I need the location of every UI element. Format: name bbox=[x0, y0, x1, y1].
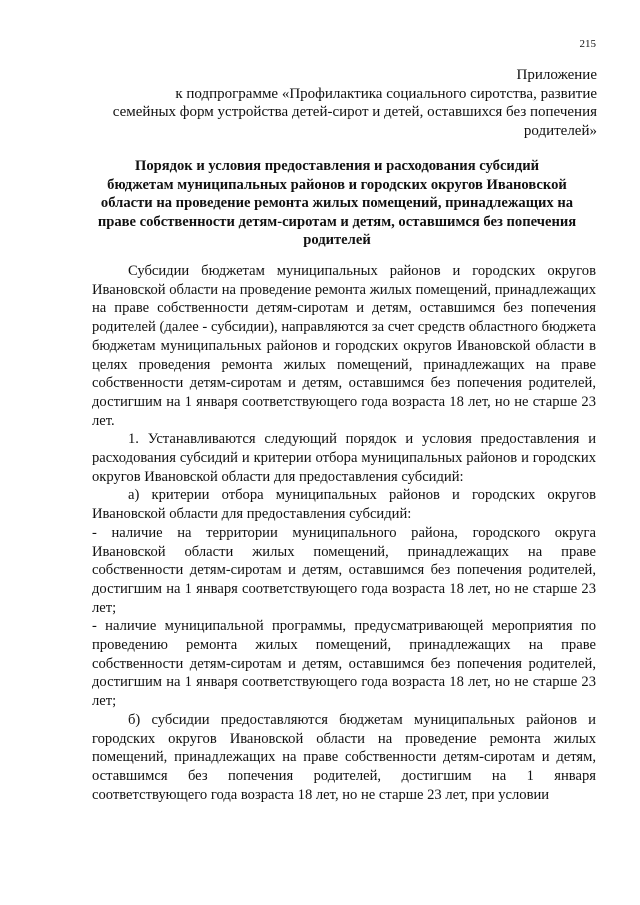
appendix-label: Приложение bbox=[516, 67, 597, 83]
item-a-paragraph: а) критерии отбора муниципальных районов и городских округов Ивановской области для предоставления субсидий: bbox=[92, 487, 596, 523]
appendix-line: к подпрограмме «Профилактика социального сиротства, развитие bbox=[175, 85, 597, 102]
criterion-dash-1: - наличие на территории муниципального района, городского округа Ивановской области жилых помещений, принадлежащих на праве собственности детям-сиротам и детям, оставшимся без попечения родителей, достигшим на 1 января соответствующего года возраста 18 лет, но не старше 23 лет; bbox=[92, 524, 596, 616]
document-title bbox=[80, 157, 594, 250]
page-number: 215 bbox=[579, 38, 596, 50]
title-line: праве собственности детям-сиротам и детям, оставшимся без попечения bbox=[97, 213, 577, 230]
title-line: области на проведение ремонта жилых помещений, принадлежащих на bbox=[100, 195, 574, 211]
item-1-paragraph: 1. Устанавливаются следующий порядок и условия предоставления и расходования субсидий и критерии отбора муниципальных районов и городских округов Ивановской области для предоставления субсидий: bbox=[92, 431, 596, 485]
title-line: бюджетам муниципальных районов и городских округов Ивановской bbox=[107, 176, 567, 193]
title-line: родителей bbox=[303, 232, 371, 248]
document-body bbox=[92, 262, 596, 804]
appendix-line: родителей» bbox=[523, 122, 597, 139]
item-b-paragraph: б) субсидии предоставляются бюджетам муниципальных районов и городских округов Ивановской области на проведение ремонта жилых помещений, принадлежащих на праве собственности детям-сиротам и детям, оставшимся без попечения родителей, достигшим на 1 января соответствующего года возраста 18 лет, но не старше 23 лет, при условии bbox=[92, 711, 596, 803]
appendix-line: семейных форм устройства детей-сирот и детей, оставшихся без попечения bbox=[112, 104, 597, 120]
appendix-header bbox=[60, 66, 597, 140]
criterion-dash-2: - наличие муниципальной программы, предусматривающей мероприятия по проведению ремонта жилых помещений, принадлежащих на праве собственности детям-сиротам и детям, оставшимся без попечения родителей, достигшим на 1 января соответствующего года возраста 18 лет, но не старше 23 лет; bbox=[92, 618, 596, 710]
intro-paragraph: Субсидии бюджетам муниципальных районов и городских округов Ивановской области на проведение ремонта жилых помещений, принадлежащих на праве собственности детям-сиротам и детям, оставшимся без попечения родителей (далее - субсидии), направляются за счет средств областного бюджета бюджетам муниципальных районов и городских округов Ивановской области в целях проведения ремонта жилых помещений, принадлежащих на праве собственности детям-сиротам и детям, оставшимся без попечения родителей, достигшим на 1 января соответствующего года возраста 18 лет, но не старше 23 лет. bbox=[92, 263, 596, 429]
title-line: Порядок и условия предоставления и расходования субсидий bbox=[134, 158, 540, 174]
